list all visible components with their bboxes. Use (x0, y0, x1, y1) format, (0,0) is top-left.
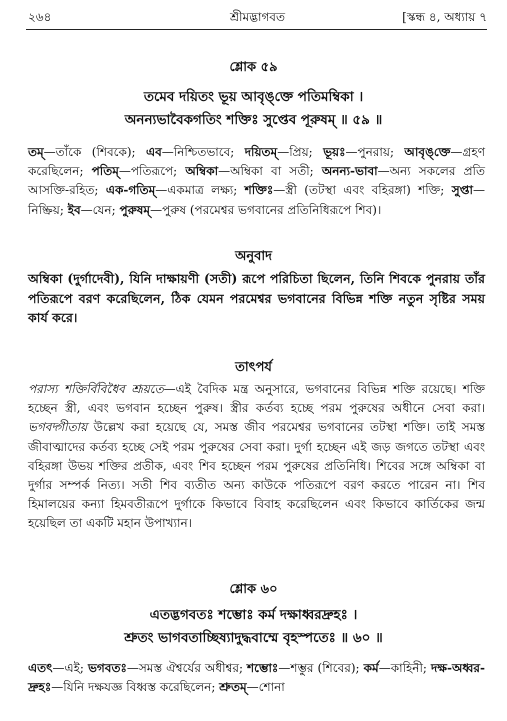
synonym-word: পতিম্‌ (91, 164, 119, 179)
verse-60-line-2: শ্রুতং ভাগবতাচ্ছিষ্যাদুদ্ধবাম্মে বৃহস্পতেঃ ॥ ৬০ ॥ (124, 630, 383, 646)
synonym-word: ভূয়ঃ (323, 145, 346, 159)
header-divider (26, 29, 487, 30)
synonym-meaning: —অন্য সকলের প্রতি আসক্তি-রহিত; (28, 164, 485, 198)
book-title: শ্রীমদ্ভাগবত (229, 10, 285, 24)
page-number: ২৬৪ (28, 10, 52, 24)
purport-text-part-2: উল্লেখ করা হয়েছে যে, সমস্ত জীব পরমেশ্বর ভগবানের তটস্থা শক্তি। তাই সমস্ত জীবাত্মাদের কর্তব্য হচ্ছে সেই পরম পুরুষের সেবা করা। দুর্গা হচ্ছেন এই জড় জগতে তটস্থা এবং বহিরঙ্গা উভয় শক্তির প্রতীক, এবং শিব হচ্ছেন পরম পুরুষের প্রতিনিধি। শিবের সঙ্গে অম্বিকা বা দুর্গার সম্পর্ক নিত্য। সতী শিব ব্যতীত অন্য কাউকে পতিরূপে বরণ করতে পারেন না। শিব হিমালয়ের কন্যা হিমবতীরূপে দুর্গাকে কিভাবে বিবাহ করেছিলেন এবং কিভাবে কার্তিকের জন্ম হয়েছিল তা একটি মহান উপাখ্যান। (28, 420, 485, 531)
synonym-meaning: —গ্রহণ করেছিলেন; (28, 145, 485, 179)
synonym-meaning: —সমস্ত ঐশ্বর্যের অধীশ্বর; (126, 661, 248, 675)
synonym-word: এব (145, 145, 162, 159)
synonym-meaning: —পুরুষ (পরমেশ্বর ভগবানের প্রতিনিধিরূপে শিব)। (150, 202, 382, 217)
purport-text (28, 380, 485, 534)
verse-60-synonyms (28, 659, 485, 697)
synonym-meaning: —স্ত্রী (তটস্থা এবং বহিরঙ্গা) শক্তি; (273, 183, 452, 198)
synonym-meaning: —প্রিয়; (277, 145, 324, 159)
synonym-word: দয়িতম্‌ (244, 145, 278, 159)
purport-gita-reference: ভগবদ্গীতায় (28, 420, 88, 435)
synonym-meaning: —পুনরায়; (345, 145, 405, 159)
synonym-word: পুরুষম্‌ (119, 202, 151, 217)
purport-heading: তাৎপর্য (235, 360, 272, 375)
synonym-word: ভগবতঃ (87, 661, 127, 675)
translation-text: অম্বিকা (দুর্গাদেবী), যিনি দাক্ষায়ণী (সতী) রূপে পরিচিতা ছিলেন, তিনি শিবকে পুনরায় তাঁর পতিরূপে বরণ করেছিলেন, ঠিক যেমন পরমেশ্বর ভগবানের বিভিন্ন শক্তি নতুন সৃষ্টির সময় কার্য করে। (28, 271, 485, 325)
purport-quote: পরাস্য শক্তির্বিবিধৈব শ্রূয়তে (28, 382, 164, 396)
verse-59-line-1: তমেব দয়িতং ভূয় আবৃঙ্‌ক্তে পতিমম্বিকা । (143, 89, 364, 105)
synonym-meaning: —নিশ্চিতভাবে; (161, 145, 245, 159)
chapter-reference: [স্কন্ধ ৪, অধ্যায় ৭ (402, 10, 487, 24)
verse-59-line-2: অনন্যভাবৈকগতিং শক্তিঃ সুপ্তেব পূরুষম্‌ ॥ ৫৯ ॥ (124, 112, 383, 128)
synonym-word: কর্ম (363, 661, 379, 675)
synonym-word: অম্বিকা (185, 164, 219, 179)
synonym-meaning: —একমাত্র লক্ষ্য; (155, 183, 245, 198)
verse-59-synonyms (28, 143, 485, 220)
synonym-word: ইব (67, 202, 81, 217)
synonym-meaning: —শোনা (246, 680, 285, 695)
synonym-meaning: —যিনি দক্ষযজ্ঞ বিধ্বস্ত করেছিলেন; (51, 680, 220, 695)
verse-60-heading: শ্লোক ৬০ (229, 582, 278, 597)
synonym-meaning: —যেন; (80, 202, 120, 217)
synonym-word: তম্‌ (28, 145, 44, 159)
synonym-word: আবৃঙ্‌ক্তে (404, 145, 451, 159)
synonym-meaning: —তাঁকে (শিবকে); (43, 145, 146, 159)
page-header (28, 9, 487, 27)
synonym-meaning: —কাহিনী; (378, 661, 431, 675)
synonym-meaning: —এই; (52, 661, 88, 675)
verse-59-heading: শ্লোক ৫৯ (229, 60, 278, 75)
synonym-word: এক-গতিম্‌ (105, 183, 156, 198)
synonym-meaning: —শম্ভুর (শিবের); (278, 661, 364, 675)
synonym-word: শক্তিঃ (244, 183, 274, 198)
synonym-word: শম্ভোঃ (247, 661, 279, 675)
synonym-word: দক্ষ-অধ্বর-দ্রুহঃ (28, 661, 485, 695)
verse-60-line-1: এতদ্ভগবতঃ শম্ভোঃ কর্ম দক্ষাধ্বরদ্রুহঃ । (149, 607, 358, 623)
synonym-meaning: —অম্বিকা বা সতী; (218, 164, 322, 179)
synonym-word: শ্রুতম্‌ (219, 680, 247, 695)
synonym-meaning: —পতিরূপে; (118, 164, 186, 179)
purport-text-part-1: —এই বৈদিক মন্ত্র অনুসারে, ভগবানের বিভিন্ন শক্তি রয়েছে। শক্তি হচ্ছেন স্ত্রী, এবং ভগবান হচ্ছেন পুরুষ। স্ত্রীর কর্তব্য হচ্ছে পরম পুরুষের অধীনে সেবা করা। (28, 382, 485, 416)
synonym-word: অনন্য-ভাবা (321, 164, 378, 179)
synonym-meaning: —নিষ্ক্রিয়; (28, 183, 485, 217)
synonym-word: এতৎ (28, 661, 53, 675)
translation-heading: অনুবাদ (235, 249, 272, 264)
synonym-word: সুপ্তা (451, 183, 473, 198)
